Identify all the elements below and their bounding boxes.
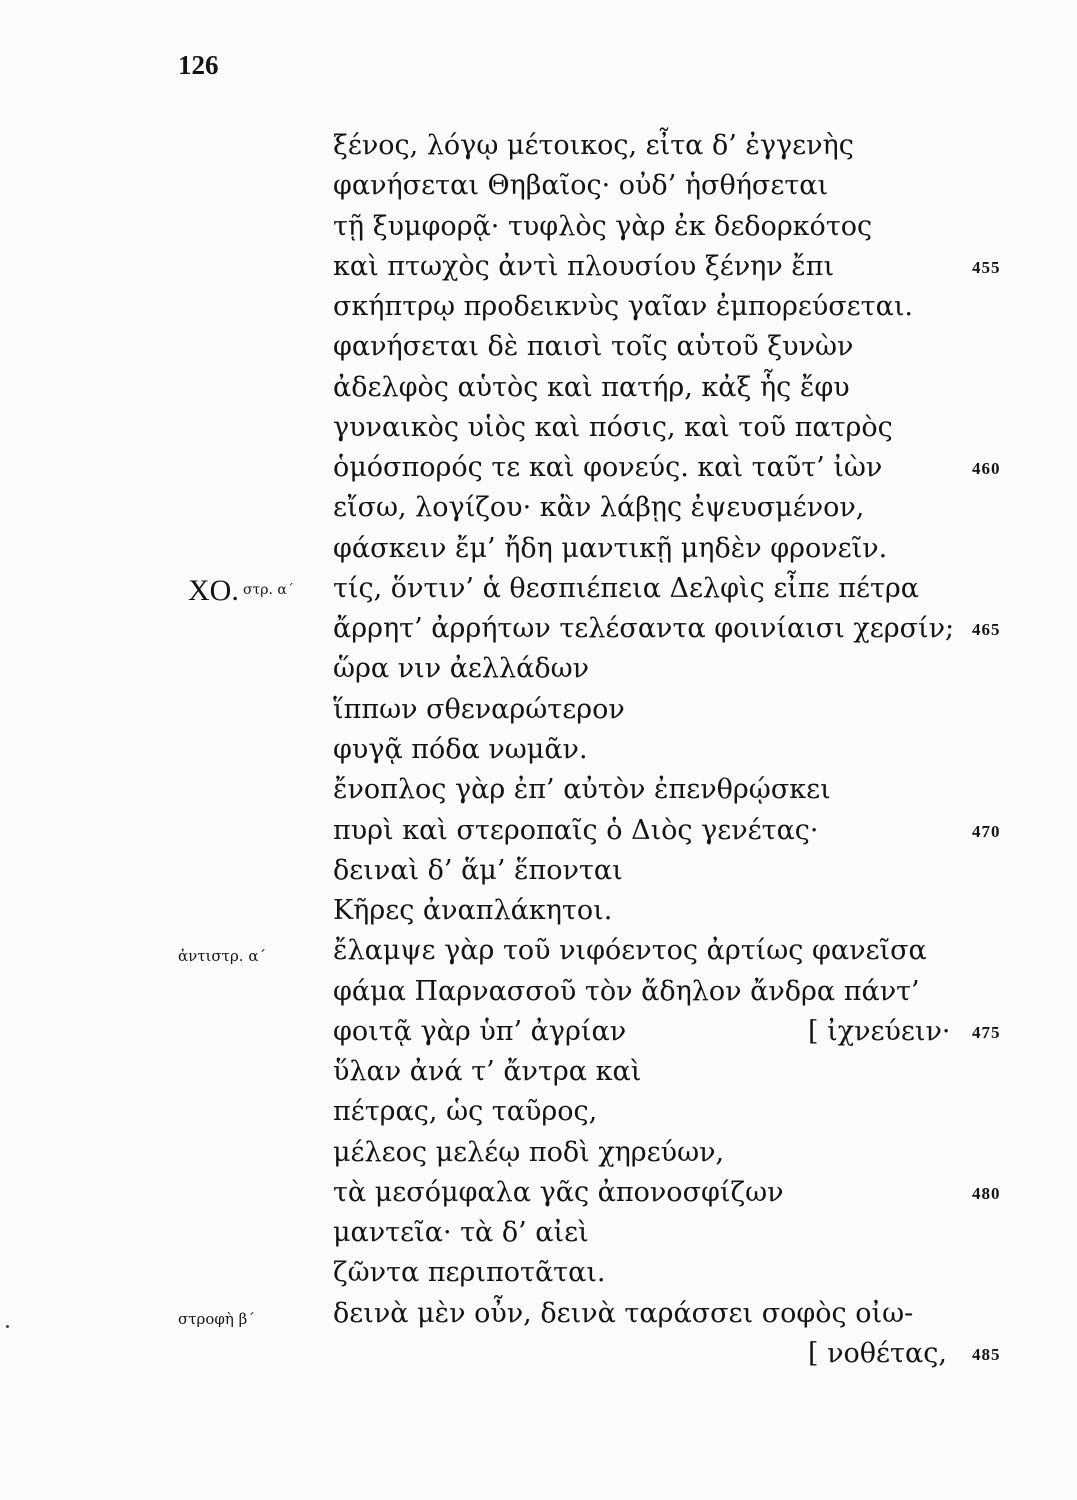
verse-text: πέτρας, ὡς ταῦρος, [333, 1096, 598, 1127]
strophe-marker: στρ. α΄ [243, 582, 294, 598]
verse-text: ὥρα νιν ἀελλάδων [333, 653, 590, 684]
line-number: 465 [972, 620, 1001, 639]
verse-text: ὕλαν ἀνά τ’ ἄντρα καὶ [333, 1056, 642, 1087]
verse-text: μέλεος μελέῳ ποδὶ χηρεύων, [333, 1137, 725, 1168]
verse-text: φοιτᾷ γὰρ ὑπ’ ἀγρίαν [333, 1016, 627, 1047]
strophe-marker: ἀντιστρ. α΄ [178, 947, 266, 965]
verse-text: ξένος, λόγῳ μέτοικος, εἶτα δ’ ἐγγενὴς [333, 130, 854, 161]
line-number: 475 [972, 1023, 1001, 1042]
line-number: 460 [972, 459, 1001, 478]
verse-text: σκήπτρῳ προδεικνὺς γαῖαν ἐμπορεύσεται. [333, 291, 913, 322]
line-number: 485 [972, 1345, 1001, 1364]
verse-text: φανήσεται δὲ παισὶ τοῖς αὑτοῦ ξυνὼν [333, 331, 854, 362]
verse-continuation: [ ἰχνεύειν· [808, 1016, 951, 1047]
verse-text: γυναικὸς υἱὸς καὶ πόσις, καὶ τοῦ πατρὸς [333, 412, 893, 443]
verse-text: καὶ πτωχὸς ἀντὶ πλουσίου ξένην ἔπι [333, 251, 835, 282]
verse-text: ἀδελφὸς αὑτὸς καὶ πατήρ, κἀξ ἧς ἔφυ [333, 372, 850, 403]
verse-text: φάσκειν ἔμ’ ἤδη μαντικῇ μηδὲν φρονεῖν. [333, 533, 888, 564]
verse-text: τίς, ὅντιν’ ἁ θεσπιέπεια Δελφὶς εἶπε πέτρα [333, 573, 919, 604]
verse-line [0, 1336, 1077, 1388]
verse-text: τὰ μεσόμφαλα γᾶς ἀπονοσφίζων [333, 1177, 784, 1208]
line-number: 455 [972, 258, 1001, 277]
margin-speck [6, 1325, 9, 1328]
verse-text: τῇ ξυμφορᾷ· τυφλὸς γὰρ ἐκ δεδορκότος [333, 211, 873, 242]
verse-text: πυρὶ καὶ στεροπαῖς ὁ Διὸς γενέτας· [333, 815, 819, 846]
verse-text: ζῶντα περιποτᾶται. [333, 1257, 606, 1288]
verse-text: φανήσεται Θηβαῖος· οὐδ’ ἡσθήσεται [333, 170, 829, 201]
strophe-marker: στροφὴ β΄ [178, 1310, 255, 1328]
verse-text: ἄρρητ’ ἀρρήτων τελέσαντα φοινίαισι χερσίν; [333, 613, 955, 644]
verse-text: φάμα Παρνασσοῦ τὸν ἄδηλον ἄνδρα πάντ’ [333, 976, 920, 1007]
verse-continuation: [ νοθέτας, [808, 1338, 947, 1369]
verse-text: ἔνοπλος γὰρ ἐπ’ αὐτὸν ἐπενθρῴσκει [333, 774, 831, 805]
speaker-label: ΧΟ. [188, 574, 239, 607]
verse-text: εἴσω, λογίζου· κἂν λάβῃς ἐψευσμένον, [333, 492, 865, 523]
line-number: 470 [972, 822, 1001, 841]
verse-text: δεινὰ μὲν οὖν, δεινὰ ταράσσει σοφὸς οἰω- [333, 1298, 914, 1329]
verse-text: δειναὶ δ’ ἅμ’ ἕπονται [333, 855, 623, 886]
verse-text: μαντεῖα· τὰ δ’ αἰεὶ [333, 1217, 589, 1248]
line-number: 480 [972, 1184, 1001, 1203]
verse-text: Κῆρες ἀναπλάκητοι. [333, 895, 613, 926]
verse-text: ἵππων σθεναρώτερον [333, 694, 625, 725]
verse-text: ἔλαμψε γὰρ τοῦ νιφόεντος ἀρτίως φανεῖσα [333, 935, 927, 966]
page-number: 126 [178, 50, 219, 80]
verse-text: ὁμόσπορός τε καὶ φονεύς. καὶ ταῦτ’ ἰὼν [333, 452, 883, 483]
verse-text: φυγᾷ πόδα νωμᾶν. [333, 734, 588, 765]
